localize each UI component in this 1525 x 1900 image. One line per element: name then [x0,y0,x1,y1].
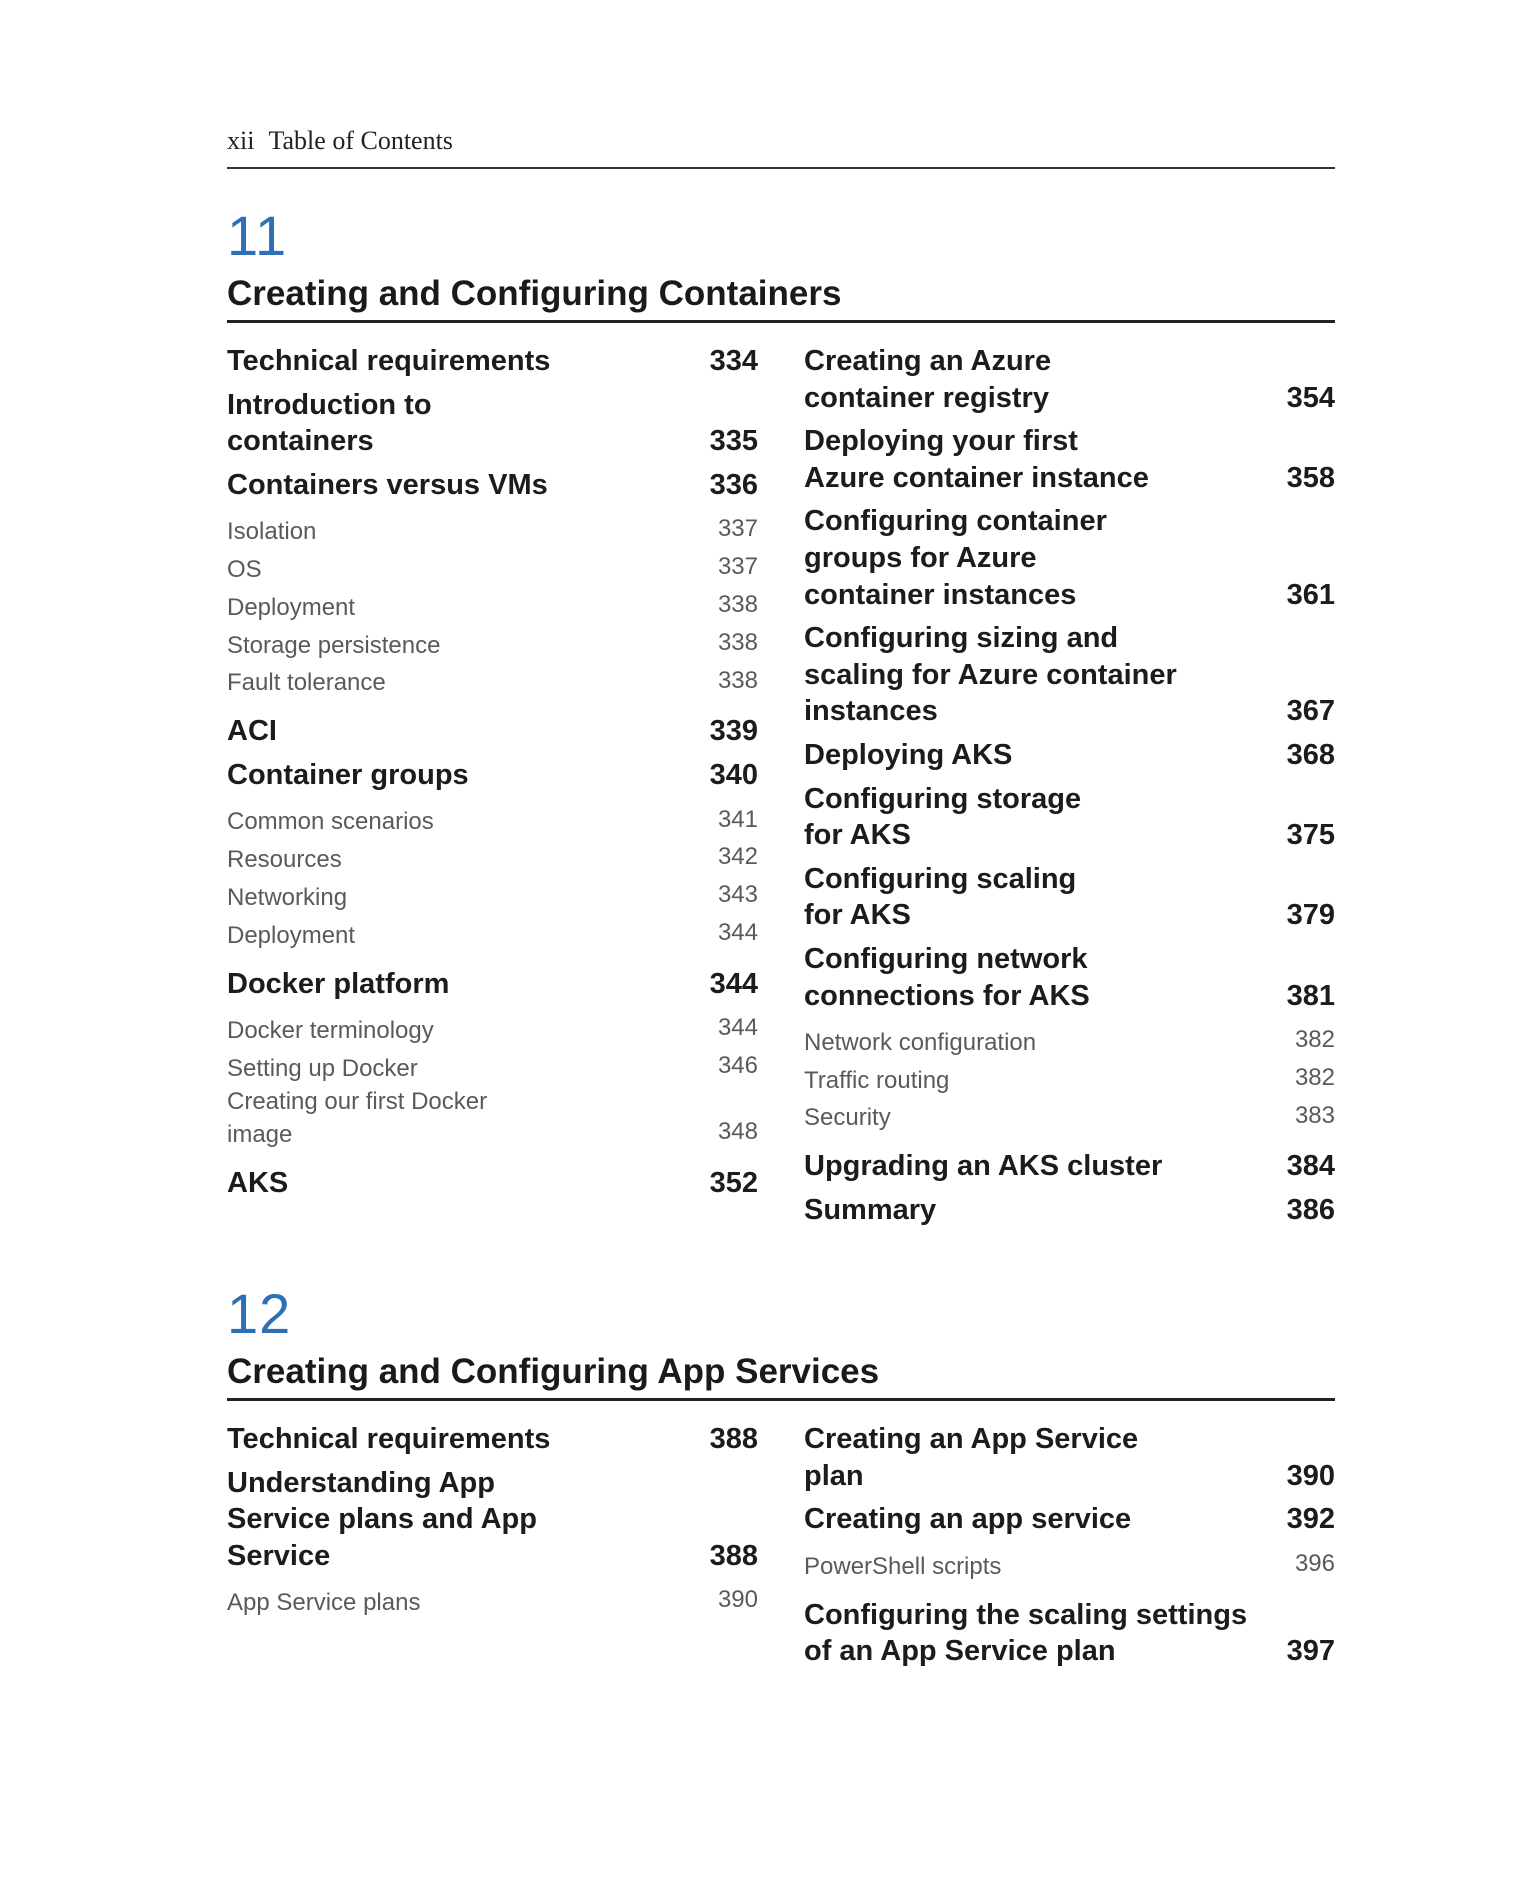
entry-title[interactable]: Storage persistence [227,631,441,659]
toc-subentry[interactable] [227,1047,758,1085]
toc-entry[interactable] [227,467,758,504]
toc-subentry[interactable] [227,586,758,624]
running-header-title: Table of Contents [268,126,453,155]
toc-entry[interactable] [227,387,758,460]
entry-page-number: 352 [709,1166,758,1199]
toc-entry[interactable] [804,781,1335,854]
toc-entry[interactable] [227,343,758,380]
chapter-number: 12 [227,1282,292,1345]
toc-entry[interactable] [804,941,1335,1014]
entry-title[interactable]: Creating an app service [804,1503,1132,1536]
entry-page-number: 382 [1294,1063,1335,1091]
entry-title[interactable]: Docker terminology [227,1017,434,1045]
toc-subentry[interactable] [804,1097,1335,1135]
entry-title[interactable]: Network configuration [804,1028,1037,1056]
entry-title[interactable]: Summary [804,1194,937,1227]
entry-title[interactable]: ACI [227,715,277,748]
entry-title[interactable]: Upgrading an AKS cluster [804,1150,1163,1183]
header-rule [227,167,1335,169]
entry-page-number: 334 [709,345,758,377]
entry-title[interactable]: Docker platform [227,967,450,1000]
entry-page-number: 342 [717,843,758,871]
toc-subentry[interactable] [227,662,758,700]
toc-entry[interactable] [804,1597,1335,1670]
toc-entry[interactable] [804,620,1335,730]
entry-page-number: 384 [1286,1150,1335,1183]
toc-entry[interactable] [227,966,758,1003]
toc-column-left [227,343,758,1236]
toc-subentry[interactable] [804,1545,1335,1583]
toc-subentry[interactable] [227,624,758,662]
entry-title[interactable]: Configuring sizing and scaling for Azure container instances [804,622,1177,728]
entry-title[interactable]: Technical requirements [227,1423,551,1455]
entry-title[interactable]: App Service plans [227,1589,421,1617]
entry-title[interactable]: Configuring the scaling settings of an App Service plan [804,1598,1248,1668]
toc-entry[interactable] [804,1148,1335,1185]
entry-page-number: 392 [1286,1503,1335,1536]
entry-page-number: 338 [717,590,758,618]
entry-title[interactable]: Introduction to containers [227,388,432,458]
entry-page-number: 337 [717,553,758,581]
toc-subentry[interactable] [227,1009,758,1047]
toc-entry[interactable] [804,343,1335,416]
entry-title[interactable]: Understanding App Service plans and App Service [227,1466,537,1572]
toc-subentry[interactable] [227,510,758,548]
chapter-rule [227,320,1335,323]
toc-column-right [804,1421,1335,1677]
toc-entry[interactable] [804,737,1335,774]
entry-page-number: 337 [717,515,758,543]
entry-title[interactable]: Traffic routing [804,1066,950,1094]
entry-page-number: 375 [1286,819,1335,852]
entry-title[interactable]: Creating an Azure container registry [804,345,1052,414]
toc-subentry[interactable] [227,838,758,876]
entry-page-number: 361 [1286,578,1335,611]
toc-columns [227,343,1335,1236]
page-number: xii [227,126,255,155]
entry-title[interactable]: Technical requirements [227,345,551,377]
entry-title[interactable]: Configuring network connections for AKS [804,942,1090,1012]
toc-entry[interactable] [227,1165,758,1202]
entry-title[interactable]: Configuring storage for AKS [804,782,1082,852]
entry-page-number: 335 [709,425,758,458]
entry-page-number: 346 [717,1052,758,1080]
entry-page-number: 397 [1286,1635,1335,1668]
entry-page-number: 382 [1294,1026,1335,1054]
entry-title[interactable]: Configuring scaling for AKS [804,862,1077,932]
entry-page-number: 336 [709,468,758,501]
entry-page-number: 368 [1286,738,1335,771]
entry-title[interactable]: Networking [227,883,348,911]
entry-page-number: 344 [709,967,758,1000]
toc-entry[interactable] [804,1192,1335,1229]
entry-page-number: 390 [1286,1459,1335,1492]
entry-page-number: 396 [1294,1549,1335,1577]
entry-page-number: 388 [709,1423,758,1455]
toc-entry[interactable] [227,713,758,750]
entry-title[interactable]: Creating our first Docker image [227,1087,488,1148]
entry-title[interactable]: Deploying AKS [804,738,1013,771]
toc-entry[interactable] [804,1421,1335,1494]
entry-title[interactable]: PowerShell scripts [804,1552,1002,1580]
toc-subentry[interactable] [227,876,758,914]
chapter-title: Creating and Configuring App Services [227,1352,880,1391]
entry-page-number: 343 [717,881,758,909]
entry-title[interactable]: Container groups [227,758,469,791]
toc-entry[interactable] [227,1421,758,1458]
toc-subentry[interactable] [804,1059,1335,1097]
entry-page-number: 339 [709,715,758,748]
entry-title[interactable]: Deploying your first Azure container instance [804,425,1149,494]
entry-page-number: 348 [717,1118,758,1146]
entry-title[interactable]: Configuring container groups for Azure container instances [804,505,1107,611]
toc-subentry[interactable] [227,548,758,586]
entry-title[interactable]: OS [227,555,262,583]
toc-entry[interactable] [227,1465,758,1575]
entry-page-number: 338 [717,666,758,694]
entry-page-number: 344 [717,918,758,946]
toc-entry[interactable] [804,861,1335,934]
toc-column-left [227,1421,758,1677]
toc-entry[interactable] [804,423,1335,496]
toc-subentry[interactable] [227,1085,758,1151]
entry-page-number: 390 [717,1586,758,1614]
entry-title[interactable]: Deployment [227,921,356,949]
chapter-title: Creating and Configuring Containers [227,274,842,313]
entry-title[interactable]: Common scenarios [227,808,434,836]
toc-subentry[interactable] [227,1581,758,1619]
entry-title[interactable]: Deployment [227,593,356,621]
chapter-number: 11 [227,204,288,267]
entry-title[interactable]: Containers versus VMs [227,468,548,501]
entry-page-number: 340 [709,758,758,791]
entry-page-number: 354 [1286,381,1335,414]
entry-page-number: 388 [709,1539,758,1572]
entry-page-number: 338 [717,628,758,656]
entry-title[interactable]: Security [804,1104,891,1132]
entry-title[interactable]: Resources [227,846,342,874]
chapter-12 [227,1284,1335,1677]
toc-entry[interactable] [804,1501,1335,1538]
toc-subentry[interactable] [227,914,758,952]
toc-entry[interactable] [804,503,1335,613]
toc-column-right [804,343,1335,1236]
toc-subentry[interactable] [227,801,758,839]
entry-page-number: 379 [1286,899,1335,932]
entry-title[interactable]: Setting up Docker [227,1054,418,1082]
entry-page-number: 367 [1286,695,1335,728]
entry-page-number: 358 [1286,461,1335,494]
running-header [227,126,453,156]
toc-subentry[interactable] [804,1021,1335,1059]
entry-title[interactable]: AKS [227,1166,289,1199]
chapter-11 [227,206,1335,1236]
entry-page-number: 344 [717,1014,758,1042]
entry-page-number: 383 [1294,1101,1335,1129]
entry-page-number: 341 [717,805,758,833]
entry-page-number: 386 [1286,1194,1335,1227]
chapter-rule [227,1398,1335,1401]
entry-page-number: 381 [1286,979,1335,1012]
toc-columns [227,1421,1335,1677]
entry-title[interactable]: Fault tolerance [227,669,386,697]
entry-title[interactable]: Isolation [227,518,317,546]
toc-entry[interactable] [227,757,758,794]
entry-title[interactable]: Creating an App Service plan [804,1423,1139,1492]
